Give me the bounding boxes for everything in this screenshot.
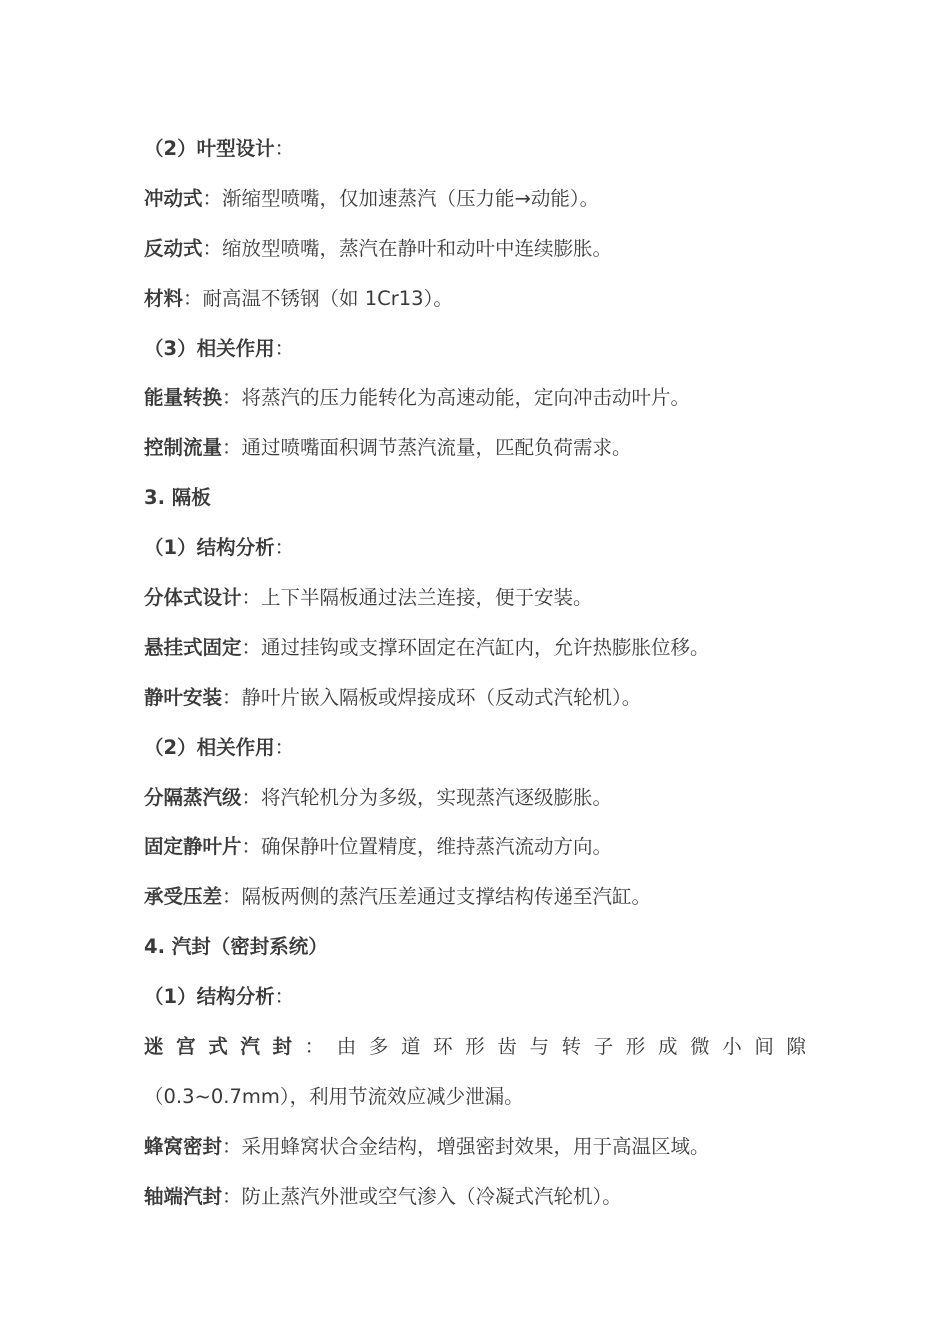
paragraph-split-design — [144, 573, 806, 623]
term-description: ：耐高温不锈钢（如 1Cr13）。 — [183, 286, 453, 310]
term-label: 控制流量 — [144, 436, 223, 460]
term-description: ：通过挂钩或支撑环固定在汽缸内，允许热膨胀位移。 — [241, 635, 710, 659]
term-label: 分隔蒸汽级 — [144, 785, 242, 809]
term-description: ：将汽轮机分为多级，实现蒸汽逐级膨胀。 — [241, 785, 613, 809]
term-description: ：静叶片嵌入隔板或焊接成环（反动式汽轮机）。 — [222, 685, 642, 709]
paragraph-flow-control — [144, 423, 806, 473]
section-heading-diaphragm — [144, 473, 806, 523]
term-description: ：缩放型喷嘴，蒸汽在静叶和动叶中连续膨胀。 — [202, 236, 613, 260]
subheading-related-functions-2 — [144, 723, 806, 773]
paragraph-energy-conversion — [144, 373, 806, 423]
term-label: 静叶安装 — [144, 685, 223, 709]
subheading-label: （1）结构分析 — [144, 985, 275, 1009]
term-label: 反动式 — [144, 236, 203, 260]
subheading-colon: ： — [274, 536, 295, 560]
section-heading-steam-seal — [144, 922, 806, 972]
paragraph-shaft-end-seal — [144, 1172, 806, 1222]
term-description: ：通过喷嘴面积调节蒸汽流量，匹配负荷需求。 — [222, 436, 632, 460]
section-heading-label: 4. 汽封（密封系统） — [144, 935, 328, 959]
paragraph-reaction-type — [144, 224, 806, 274]
term-description: ：采用蜂窝状合金结构，增强密封效果，用于高温区域。 — [222, 1134, 710, 1158]
term-label: 轴端汽封 — [144, 1184, 223, 1208]
section-heading-label: 3. 隔板 — [144, 486, 211, 510]
paragraph-material — [144, 274, 806, 324]
paragraph-stage-separation — [144, 773, 806, 823]
subheading-label: （2）叶型设计 — [144, 137, 275, 160]
term-label: 材料 — [144, 286, 184, 310]
paragraph-fixed-stator-blades — [144, 822, 806, 872]
term-description: ：隔板两侧的蒸汽压差通过支撑结构传递至汽缸。 — [222, 885, 652, 909]
subheading-label: （1）结构分析 — [144, 536, 275, 560]
term-label: 蜂窝密封 — [144, 1134, 223, 1158]
subheading-blade-profile-design — [144, 124, 806, 174]
term-description: ：上下半隔板通过法兰连接，便于安装。 — [241, 586, 593, 610]
subheading-colon: ： — [274, 735, 295, 759]
term-description: ：确保静叶位置精度，维持蒸汽流动方向。 — [241, 835, 613, 859]
term-description: ：由多道环形齿与转子形成微小间隙 — [304, 1035, 806, 1059]
document-body — [144, 124, 806, 1222]
paragraph-labyrinth-seal-line2 — [144, 1072, 806, 1122]
subheading-label: （3）相关作用 — [144, 336, 275, 360]
paragraph-suspended-fixing — [144, 623, 806, 673]
paragraph-stator-installation — [144, 673, 806, 723]
subheading-colon: ： — [274, 137, 295, 160]
term-description: ：将蒸汽的压力能转化为高速动能，定向冲击动叶片。 — [222, 386, 691, 410]
term-description: ：防止蒸汽外泄或空气渗入（冷凝式汽轮机）。 — [222, 1184, 622, 1208]
subheading-structure-analysis-2 — [144, 972, 806, 1022]
term-label: 迷宫式汽封 — [144, 1035, 305, 1059]
subheading-colon: ： — [274, 336, 295, 360]
paragraph-pressure-difference — [144, 872, 806, 922]
term-label: 冲动式 — [144, 186, 203, 210]
term-description: ：渐缩型喷嘴，仅加速蒸汽（压力能→动能）。 — [202, 186, 600, 210]
paragraph-labyrinth-seal-line1 — [144, 1022, 806, 1072]
paragraph-impulse-type — [144, 174, 806, 224]
subheading-label: （2）相关作用 — [144, 735, 275, 759]
term-label: 悬挂式固定 — [144, 635, 242, 659]
term-label: 承受压差 — [144, 885, 223, 909]
term-description-continued: （0.3~0.7mm），利用节流效应减少泄漏。 — [144, 1084, 524, 1108]
subheading-colon: ： — [274, 985, 295, 1009]
term-label: 分体式设计 — [144, 586, 242, 610]
subheading-related-functions — [144, 324, 806, 374]
term-label: 能量转换 — [144, 386, 223, 410]
term-label: 固定静叶片 — [144, 835, 242, 859]
paragraph-honeycomb-seal — [144, 1122, 806, 1172]
subheading-structure-analysis — [144, 523, 806, 573]
